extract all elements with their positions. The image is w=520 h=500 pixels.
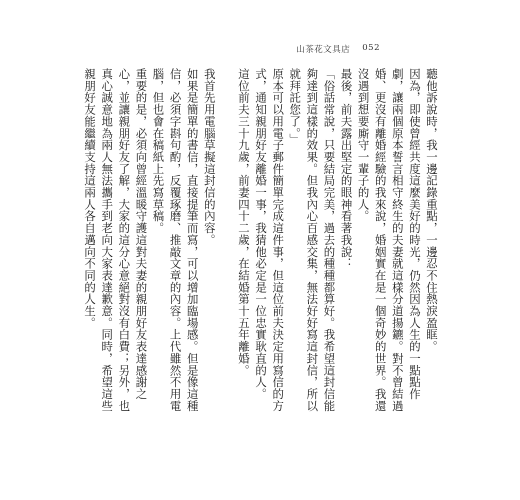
- paragraph: 這位前夫三十九歲，前妻四十二歲，在結婚第十五年離婚。: [236, 68, 251, 377]
- paragraph: 聽他訴說時，我一邊記錄重點，一邊忍不住熱淚盈眶。: [425, 68, 439, 353]
- paragraph: 我首先用電腦草擬這封信的內容。: [202, 68, 217, 246]
- paragraph: 最後，前夫露出堅定的眼神看著我說：: [339, 68, 354, 270]
- book-title: 山茶花文具店: [296, 45, 351, 55]
- running-header: [296, 43, 380, 55]
- section-break: [218, 68, 235, 418]
- paragraph: 如果是簡單的書信，直接提筆而寫，可以增加臨場感。但是像這種信，必須字斟句酌，反覆琢磨、推敲文章的內容。上代雖然不用電腦，但也會在稿紙上先寫草稿。: [151, 68, 200, 412]
- paragraph: 「俗話常說，只要結局完美，過去的種種都算好。我希望這封信能夠達到這樣的效果。但我內心百感交集，無法好好寫這封信，所以就拜託您了。」: [288, 68, 337, 412]
- paragraph: 因為，即使曾經共度這麼美好的時光，仍然因為人生的一點點作劇，讓兩個原本誓言相守終生的夫妻就這樣分道揚鑣。對不曾結過婚、更沒有離婚經驗的我來說，婚姻實在是一個奇妙的世界。我還沒遇到想要廝守一輩子的人。: [356, 68, 422, 412]
- paragraph: 重要的是，必須向曾經溫暖守護這對夫妻的親朋好友表達感謝之心，並讓親朋好友了解，大家的這分心意絕對沒有白費；另外，也真心誠意地為兩人無法攜手到老向大家表達歉意。同時，希望這些親朋好友能繼續支持這兩人各自邁向不同的人生。: [83, 68, 149, 412]
- paragraph: 原本可以用電子郵件簡單完成這件事，但這位前夫決定用寫信的方式，通知親朋好友離婚一事，我猜他必定是一位忠實耿直的人。: [254, 68, 286, 412]
- page-number: 052: [362, 43, 380, 53]
- vertical-body-text: [83, 68, 440, 418]
